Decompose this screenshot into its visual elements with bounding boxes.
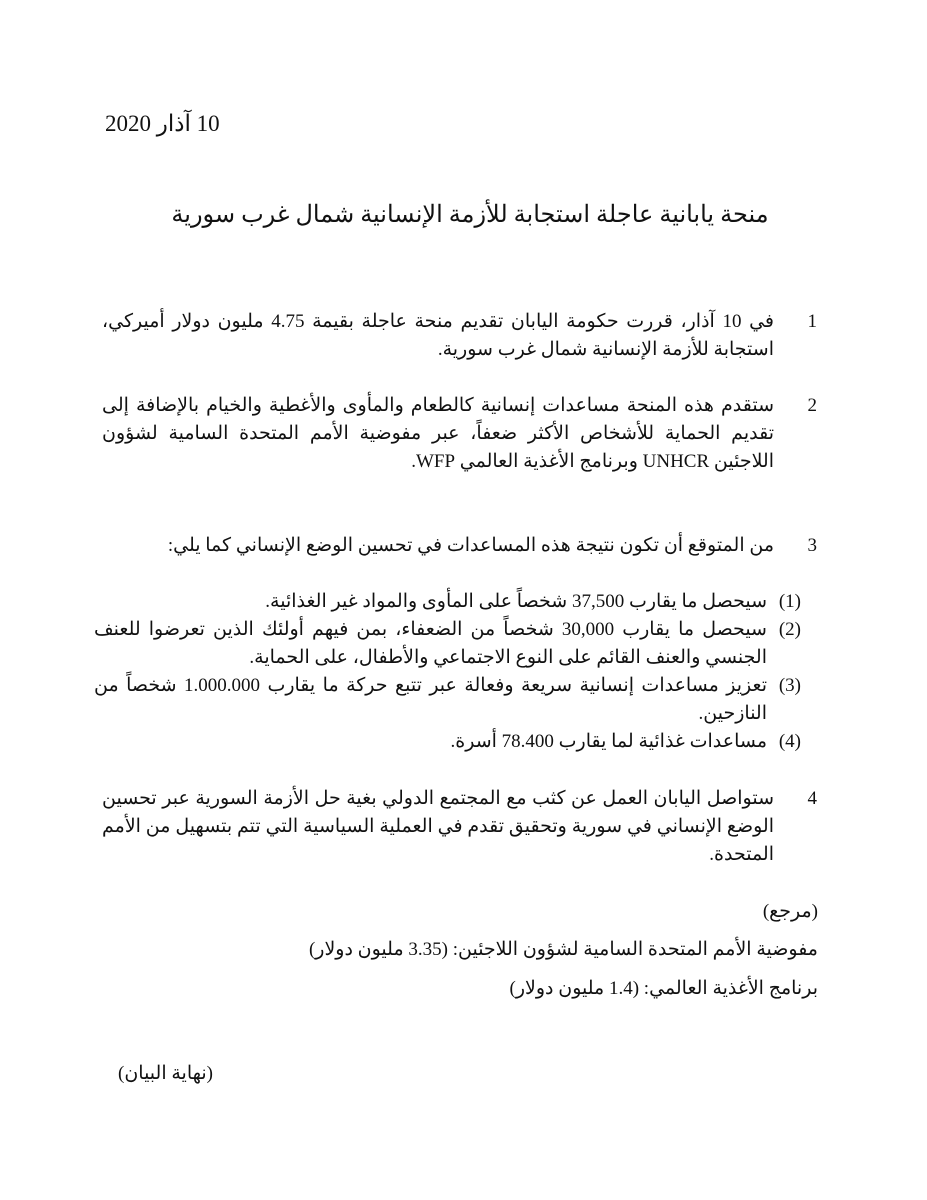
reference-line: برنامج الأغذية العالمي: (1.4 مليون دولار) bbox=[509, 978, 818, 999]
reference-heading: (مرجع) bbox=[762, 901, 818, 922]
paragraph-text: ستواصل اليابان العمل عن كثب مع المجتمع الدولي بغية حل الأزمة السورية عبر تحسين الوضع الإنساني في سورية وتحقيق تقدم في العملية السياسية التي تتم بتسهيل من الأمم المتحدة. bbox=[102, 788, 774, 865]
outcome-number: (3) bbox=[778, 675, 801, 696]
paragraph-number: 4 bbox=[807, 788, 817, 809]
paragraph-number: 2 bbox=[807, 395, 817, 416]
reference-line: مفوضية الأمم المتحدة السامية لشؤون اللاجئين: (3.35 مليون دولار) bbox=[308, 939, 818, 960]
end-of-statement: (نهاية البيان) bbox=[118, 1063, 213, 1084]
paragraph-number: 1 bbox=[807, 311, 817, 332]
paragraph-text: من المتوقع أن تكون نتيجة هذه المساعدات في تحسين الوضع الإنساني كما يلي: bbox=[167, 535, 774, 556]
outcome-item: سيحصل ما يقارب 37,500 شخصاً على المأوى والمواد غير الغذائية. bbox=[265, 591, 767, 612]
outcome-number: (1) bbox=[778, 591, 801, 612]
outcome-item: سيحصل ما يقارب 30,000 شخصاً من الضعفاء، بمن فيهم أولئك الذين تعرضوا للعنف الجنسي والعنف القائم على النوع الاجتماعي والأطفال، على الحماية. bbox=[94, 619, 767, 668]
paragraph-text: في 10 آذار، قررت حكومة اليابان تقديم منحة عاجلة بقيمة 4.75 مليون دولار أميركي، استجابة للأزمة الإنسانية شمال غرب سورية. bbox=[102, 311, 775, 360]
document-title: منحة يابانية عاجلة استجابة للأزمة الإنسانية شمال غرب سورية bbox=[171, 202, 769, 228]
outcome-item: مساعدات غذائية لما يقارب 78.400 أسرة. bbox=[450, 731, 767, 752]
paragraph-number: 3 bbox=[807, 535, 817, 556]
document-date: 10 آذار 2020 bbox=[105, 111, 220, 136]
outcome-number: (4) bbox=[778, 731, 801, 752]
paragraph-text: ستقدم هذه المنحة مساعدات إنسانية كالطعام والمأوى والأغطية والخيام بالإضافة إلى تقديم الحماية للأشخاص الأكثر ضعفاً، عبر مفوضية الأمم المتحدة السامية لشؤون اللاجئين UNHCR وبرنامج الأغذية العالمي WFP. bbox=[102, 395, 774, 472]
outcome-item: تعزيز مساعدات إنسانية سريعة وفعالة عبر تتبع حركة ما يقارب 1.000.000 شخصاً من النازحين. bbox=[94, 675, 767, 724]
outcome-number: (2) bbox=[778, 619, 801, 640]
